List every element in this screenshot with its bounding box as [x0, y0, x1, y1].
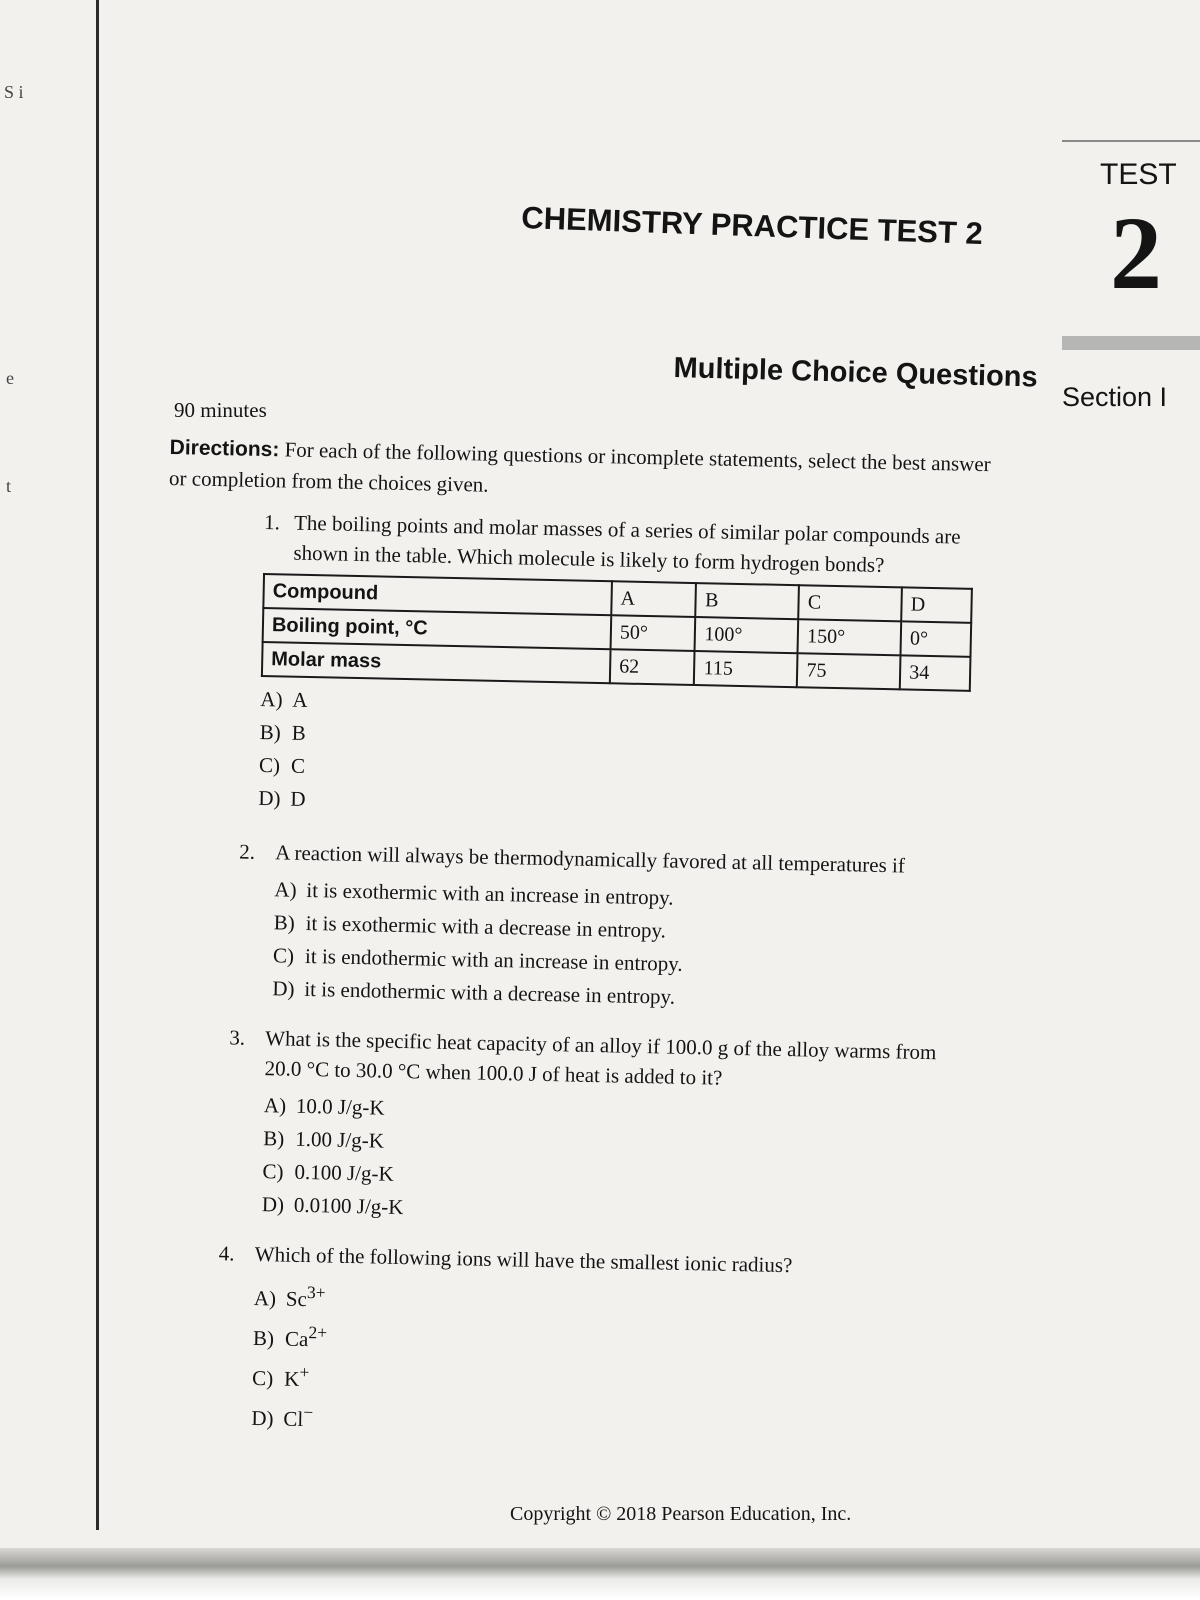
choice-letter: B) — [252, 1325, 275, 1351]
choice-text: 1.00 J/g-K — [294, 1126, 385, 1153]
table-cell: D — [901, 587, 972, 622]
choice-letter: D) — [261, 1192, 285, 1217]
choice-text: it is exothermic with a decrease in entropy. — [305, 910, 667, 943]
table-row-header: Boiling point, °C — [263, 608, 612, 649]
choice-text: B — [291, 720, 306, 745]
choice-text: D — [290, 786, 306, 811]
page-binding-edge — [96, 0, 99, 1530]
choice-text: C — [290, 753, 306, 778]
ion-charge: − — [303, 1402, 314, 1423]
ion-symbol: Cl — [283, 1406, 304, 1432]
section-label: Section I — [1062, 382, 1168, 412]
table-cell: 115 — [694, 651, 798, 687]
ion-symbol: Ca — [284, 1326, 309, 1352]
choice-text: 0.0100 J/g-K — [293, 1192, 404, 1220]
table-cell: B — [696, 583, 800, 619]
table-cell: 0° — [901, 621, 972, 656]
choice-text: 0.100 J/g-K — [294, 1159, 394, 1186]
question-content — [149, 432, 1012, 1450]
question-4 — [149, 1237, 995, 1451]
choice-text: it is endothermic with an increase in entropy. — [304, 943, 683, 976]
answer-choices — [258, 683, 1007, 831]
choice-letter: D) — [258, 785, 281, 811]
duration: 90 minutes — [174, 398, 267, 422]
question-text: What is the specific heat capacity of an alloy if 100.0 g of the alloy warms from 20.0 °C to 30.0 °C when 100.0 J of heat is added to it? — [264, 1026, 937, 1090]
page-title: CHEMISTRY PRACTICE TEST 2 — [520, 200, 984, 252]
choice-letter: D) — [272, 976, 295, 1001]
ion-charge: 3+ — [306, 1282, 326, 1303]
test-tab — [1062, 140, 1200, 352]
table-cell: 100° — [695, 617, 799, 653]
answer-choices — [215, 1274, 994, 1450]
compound-table — [261, 573, 973, 692]
question-text: A reaction will always be thermodynamically favored at all temperatures if — [274, 840, 906, 878]
table-cell: 75 — [797, 653, 901, 689]
margin-fragment: e — [6, 368, 14, 388]
answer-choices — [226, 1088, 999, 1236]
choice-text: 10.0 J/g-K — [295, 1093, 385, 1120]
choice-letter: A) — [274, 877, 297, 902]
directions-label: Directions: — [169, 435, 280, 462]
answer-choices — [236, 873, 1003, 1021]
margin-fragment: S i — [4, 82, 24, 102]
question-text: The boiling points and molar masses of a series of similar polar compounds are shown in the table. Which molecule is likely to form hydrogen bonds? — [293, 510, 961, 577]
table-row-header: Compound — [263, 574, 612, 615]
question-number: 2. — [238, 839, 256, 864]
margin-fragment: t — [6, 476, 12, 496]
test-tab-bottom-rule — [1062, 336, 1200, 350]
question-text: Which of the following ions will have the smallest ionic radius? — [254, 1241, 793, 1278]
table-row-header: Molar mass — [262, 642, 611, 683]
question-1 — [162, 505, 1010, 831]
choice-letter: C) — [251, 1365, 274, 1391]
choice-letter: D) — [251, 1405, 274, 1431]
table-cell: 50° — [611, 615, 696, 651]
choice-letter: A) — [263, 1093, 287, 1118]
choice-letter: C) — [262, 1159, 284, 1184]
question-2 — [158, 835, 1003, 1021]
ion-symbol: K — [283, 1366, 300, 1391]
question-number: 1. — [263, 509, 281, 535]
ion-charge: 2+ — [308, 1322, 328, 1343]
test-tab-top-rule — [1062, 140, 1200, 142]
page-bottom-edge — [0, 1548, 1200, 1600]
choice-letter: B) — [273, 910, 296, 935]
table-cell: 150° — [798, 619, 902, 655]
table-cell: 62 — [610, 649, 695, 685]
choice-letter: A) — [253, 1285, 277, 1311]
table-cell: A — [611, 581, 696, 617]
question-number: 4. — [218, 1241, 235, 1266]
choice-letter: C) — [272, 943, 295, 968]
copyright-notice: Copyright © 2018 Pearson Education, Inc. — [510, 1503, 852, 1525]
directions-text: For each of the following questions or incomplete statements, select the best answer or completion from the choices given. — [168, 437, 991, 497]
directions — [169, 432, 1012, 511]
choice-text: it is endothermic with a decrease in entropy. — [304, 976, 676, 1009]
choice-letter: C) — [258, 752, 281, 778]
question-number: 3. — [229, 1025, 246, 1050]
choice-letter: B) — [259, 719, 281, 745]
choice-letter: B) — [262, 1126, 285, 1151]
choice-text: A — [292, 687, 308, 712]
test-tab-number: 2 — [1110, 196, 1162, 311]
ion-symbol: Sc — [285, 1286, 308, 1312]
choice-letter: A) — [260, 686, 283, 712]
table-cell: C — [799, 585, 903, 621]
choice-text: it is exothermic with an increase in entropy. — [306, 877, 674, 910]
ion-charge: + — [299, 1361, 310, 1383]
page-subtitle: Multiple Choice Questions — [673, 352, 1039, 394]
question-3 — [154, 1021, 1000, 1237]
test-tab-label: TEST — [1100, 158, 1177, 191]
table-cell: 34 — [900, 655, 971, 690]
